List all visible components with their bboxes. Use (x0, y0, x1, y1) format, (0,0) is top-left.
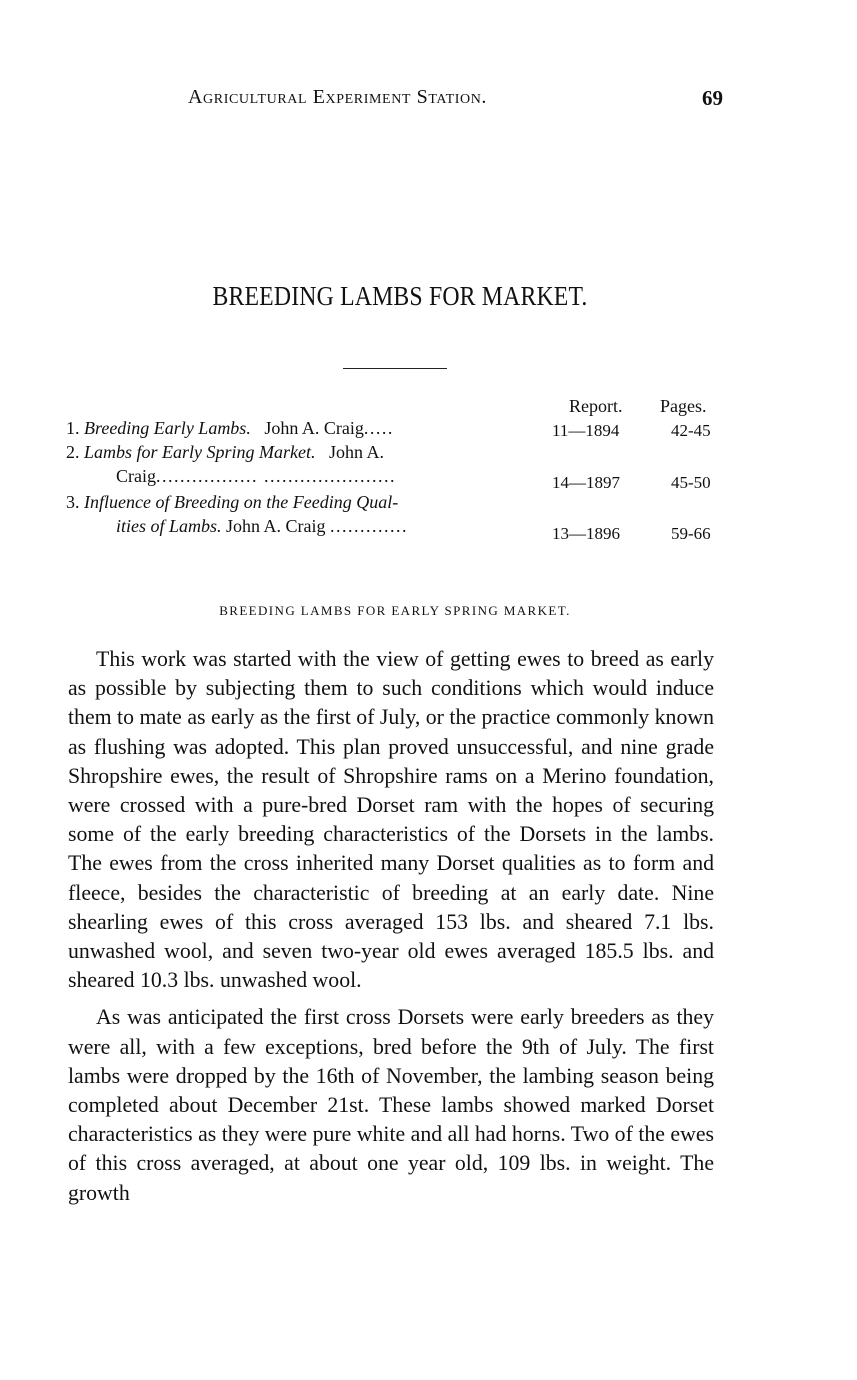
article-title: BREEDING LAMBS FOR MARKET. (212, 281, 588, 311)
toc-entry-author: John A. (329, 442, 385, 462)
toc-entry-author: John A. Craig (226, 516, 326, 536)
references-table (66, 396, 726, 556)
toc-entry-author: John A. Craig (264, 418, 364, 438)
toc-entry-number: 3. (66, 492, 80, 512)
paragraph: As was anticipated the first cross Dorsets were early breeders as they were all, with a few exceptions, bred before the 9th of July. The first lambs were dropped by the 16th of November, the lambing season being completed about December 21st. These lambs showed marked Dorset characteristics as they were pure white and all had horns. Two of the ewes of this cross averaged, at about one year old, 109 lbs. in weight. The growth (68, 1005, 714, 1205)
title-rule (343, 368, 447, 369)
toc-entry-pages: 59-66 (671, 524, 711, 543)
toc-entry-pages: 45-50 (671, 473, 711, 492)
toc-entry-number: 1. (66, 418, 80, 438)
column-header-report: Report. (569, 396, 623, 416)
page-header (188, 86, 723, 116)
column-header-pages: Pages. (660, 396, 707, 416)
toc-entry-2 (66, 442, 384, 463)
toc-entry-title: ities of Lambs. (116, 516, 222, 536)
body-text (68, 645, 714, 1216)
toc-entry-title: Lambs for Early Spring Market. (84, 442, 316, 462)
toc-entry-author: Craig (116, 466, 156, 486)
toc-entry-title: Breeding Early Lambs. (84, 418, 251, 438)
toc-entry-3 (66, 492, 398, 513)
toc-entry-2-continuation: Craig................. ...................... (116, 466, 396, 486)
paragraph: This work was started with the view of getting ewes to breed as early as possible by subjecting them to such conditions which would induce them to mate as early as the first of July, or the practice commonly known as flushing was adopted. This plan proved unsuccessful, and nine grade Shropshire ewes, the result of Shropshire rams on a Merino foundation, were crossed with a pure-bred Dorset ram with the hopes of securing some of the early breeding characteristics of the Dorsets in the lambs. The ewes from the cross inherited many Dorset qualities as to form and fleece, besides the characteristic of breeding at an early date. Nine shearling ewes of this cross averaged 153 lbs. and sheared 7.1 lbs. unwashed wool, and seven two-year old ewes averaged 185.5 lbs. and sheared 10.3 lbs. unwashed wool. (68, 647, 714, 993)
page-number: 69 (702, 86, 723, 110)
toc-entry-number: 2. (66, 442, 80, 462)
running-head: Agricultural Experiment Station. (188, 86, 488, 108)
section-heading: BREEDING LAMBS FOR EARLY SPRING MARKET. (219, 603, 571, 618)
toc-entry-1: 1. Breeding Early Lambs. John A. Craig..... (66, 418, 394, 438)
toc-entry-report: 11—1894 (552, 421, 620, 440)
toc-entry-report: 13—1896 (552, 524, 620, 543)
toc-entry-pages: 42-45 (671, 421, 711, 440)
toc-entry-title: Influence of Breeding on the Feeding Qual- (84, 492, 399, 512)
toc-entry-report: 14—1897 (552, 473, 620, 492)
toc-entry-3-continuation: ities of Lambs. John A. Craig ............. (116, 516, 409, 536)
